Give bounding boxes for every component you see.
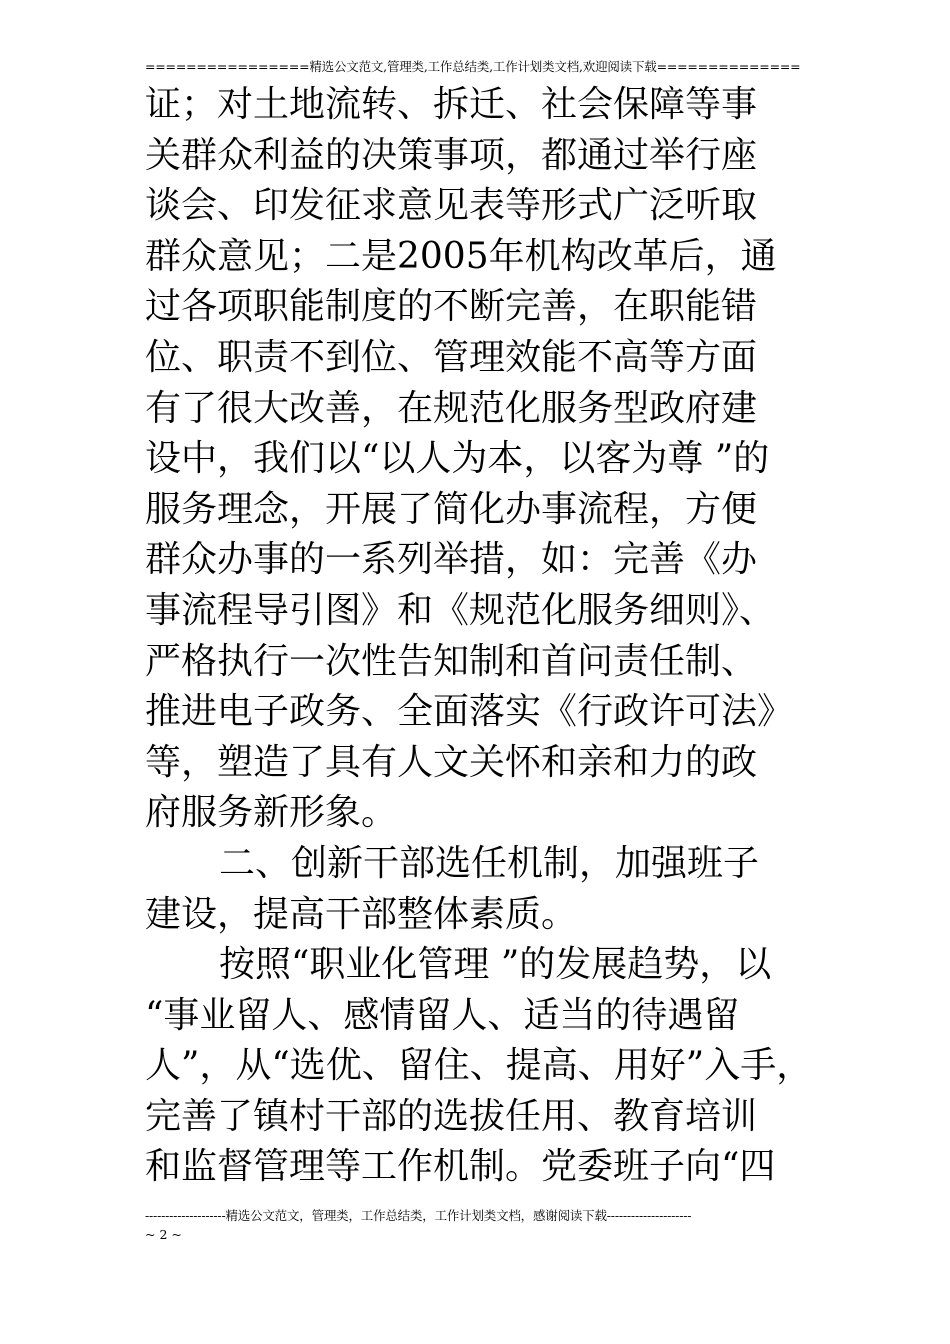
text-line: 证；对土地流转、拆迁、社会保障等事 xyxy=(145,84,758,125)
text-line: 位、职责不到位、管理效能不高等方面 xyxy=(145,336,758,378)
text-line: 群众办事的一系列举措，如：完善《办 xyxy=(145,539,758,581)
text-line: 服务理念，开展了简化办事流程，方便 xyxy=(145,488,758,530)
text-line: 和监督管理等工作机制。党委班子向“四 xyxy=(145,1146,776,1188)
text-line: 严格执行一次性告知制和首问责任制、 xyxy=(145,640,758,682)
page-number: ~ 2 ~ xyxy=(145,1227,182,1242)
text-line: 群众意见；二是2005年机构改革后，通 xyxy=(145,235,777,277)
text-line: 关群众利益的决策事项，都通过举行座 xyxy=(145,134,758,176)
text-line: 推进电子政务、全面落实《行政许可法》 xyxy=(145,691,794,733)
text-line: “事业留人、感情留人、适当的待遇留 xyxy=(145,994,740,1036)
document-body xyxy=(145,80,817,1193)
text-line: 过各项职能制度的不断完善，在职能错 xyxy=(145,286,758,328)
text-line: 事流程导引图》和《规范化服务细则》、 xyxy=(145,589,776,631)
text-line: 有了很大改善，在规范化服务型政府建 xyxy=(145,387,758,429)
text-line: 府服务新形象。 xyxy=(145,792,398,834)
text-line: 谈会、印发征求意见表等形式广泛听取 xyxy=(145,185,758,227)
text-line: 人”，从“选优、留住、提高、用好”入手， xyxy=(145,1045,813,1087)
text-line: 按照“职业化管理 ”的发展趋势，以 xyxy=(219,944,772,986)
footer-banner: --------------------精选公文范文，管理类，工作总结类，工作计划类文档，感谢阅读下载--------------------- xyxy=(145,1208,692,1223)
text-line: 设中，我们以“以人为本，以客为尊 ”的 xyxy=(145,438,770,480)
text-line: 完善了镇村干部的选拔任用、教育培训 xyxy=(145,1095,758,1137)
text-line: 等，塑造了具有人文关怀和亲和力的政 xyxy=(145,741,758,783)
section-heading-line: 建设，提高干部整体素质。 xyxy=(145,893,578,935)
section-heading-line: 二、创新干部选任机制，加强班子 xyxy=(219,842,760,884)
header-banner: ================精选公文范文,管理类,工作总结类,工作计划类文档,欢迎阅读下载============== xyxy=(145,59,801,74)
